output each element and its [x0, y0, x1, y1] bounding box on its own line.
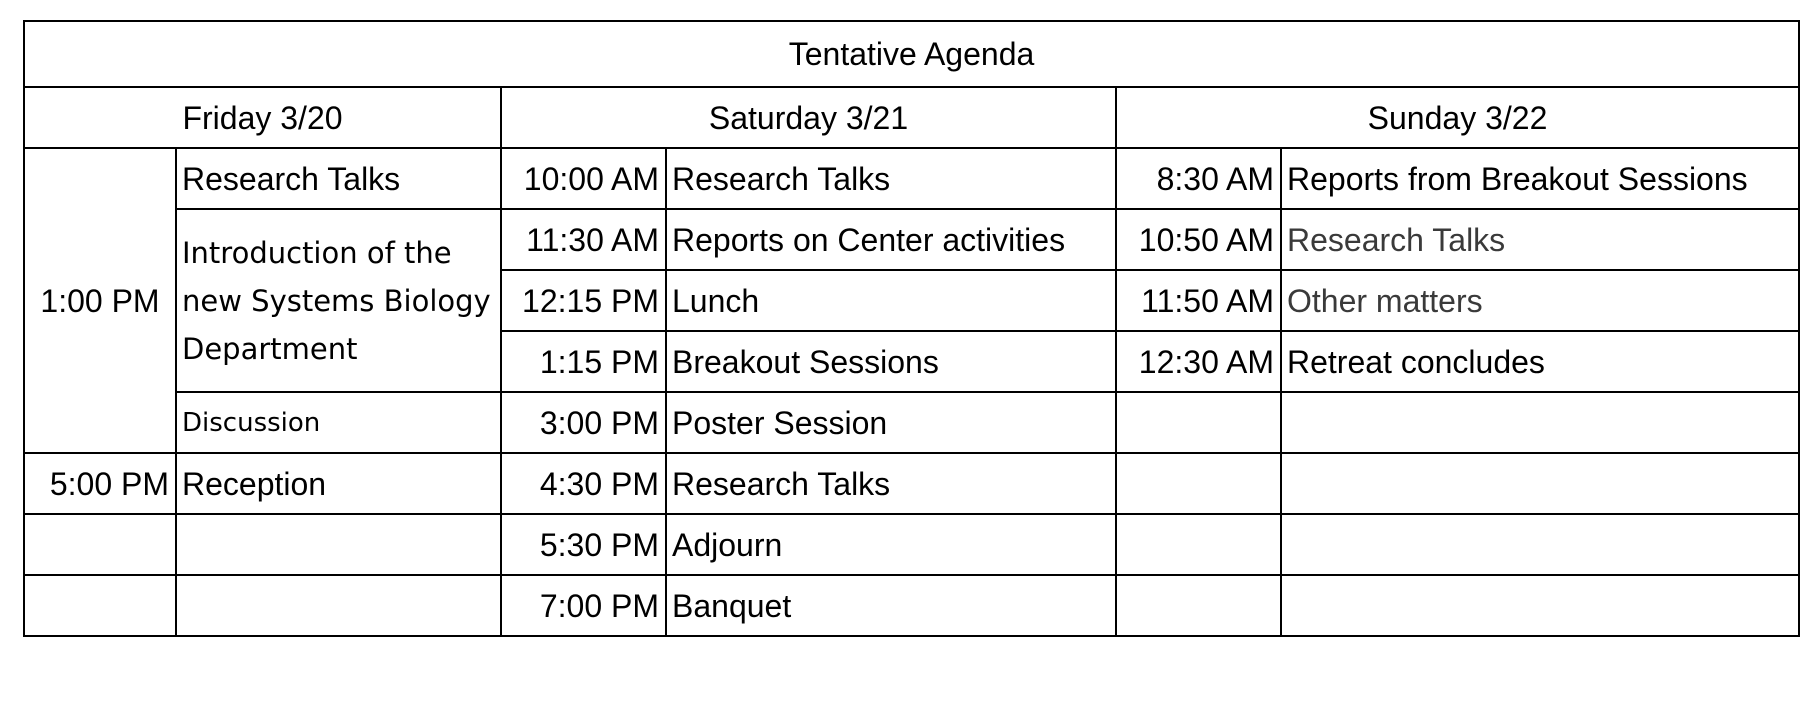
agenda-table [23, 20, 1800, 637]
sunday-time-cell: 11:50 AM [1116, 270, 1281, 331]
sunday-time-cell [1116, 575, 1281, 636]
sunday-time-cell: 8:30 AM [1116, 148, 1281, 209]
agenda-sheet [23, 20, 1800, 637]
saturday-event-cell: Research Talks [666, 148, 1116, 209]
friday-time-cell [24, 514, 176, 575]
sunday-event-cell: Retreat concludes [1281, 331, 1799, 392]
table-row [24, 148, 1799, 209]
day-header-saturday: Saturday 3/21 [501, 87, 1116, 148]
friday-event-cell: Reception [176, 453, 501, 514]
saturday-event-cell: Poster Session [666, 392, 1116, 453]
saturday-event-cell: Lunch [666, 270, 1116, 331]
saturday-event-cell: Breakout Sessions [666, 331, 1116, 392]
saturday-event-cell: Research Talks [666, 453, 1116, 514]
saturday-time-cell: 4:30 PM [501, 453, 666, 514]
saturday-time-cell: 7:00 PM [501, 575, 666, 636]
table-row [24, 453, 1799, 514]
day-header-friday: Friday 3/20 [24, 87, 501, 148]
sunday-event-cell: Research Talks [1281, 209, 1799, 270]
saturday-time-cell: 3:00 PM [501, 392, 666, 453]
sunday-event-cell [1281, 575, 1799, 636]
friday-time-cell [24, 575, 176, 636]
sunday-time-cell [1116, 514, 1281, 575]
friday-time-cell: 1:00 PM [24, 148, 176, 453]
friday-time-cell: 5:00 PM [24, 453, 176, 514]
saturday-time-cell: 5:30 PM [501, 514, 666, 575]
sunday-time-cell [1116, 453, 1281, 514]
agenda-title: Tentative Agenda [24, 21, 1799, 87]
sunday-time-cell: 12:30 AM [1116, 331, 1281, 392]
saturday-time-cell: 10:00 AM [501, 148, 666, 209]
day-header-sunday: Sunday 3/22 [1116, 87, 1799, 148]
sunday-event-cell: Other matters [1281, 270, 1799, 331]
sunday-event-cell: Reports from Breakout Sessions [1281, 148, 1799, 209]
friday-event-cell: Introduction of the new Systems Biology Department [176, 209, 501, 392]
table-row [24, 514, 1799, 575]
sunday-event-cell [1281, 514, 1799, 575]
saturday-event-cell: Reports on Center activities [666, 209, 1116, 270]
saturday-time-cell: 12:15 PM [501, 270, 666, 331]
title-row [24, 21, 1799, 87]
friday-event-cell: Discussion [176, 392, 501, 453]
saturday-event-cell: Banquet [666, 575, 1116, 636]
sunday-time-cell [1116, 392, 1281, 453]
saturday-time-cell: 11:30 AM [501, 209, 666, 270]
friday-event-cell [176, 514, 501, 575]
table-row [24, 575, 1799, 636]
friday-event-cell [176, 575, 501, 636]
saturday-time-cell: 1:15 PM [501, 331, 666, 392]
sunday-event-cell [1281, 453, 1799, 514]
table-row [24, 392, 1799, 453]
day-header-row [24, 87, 1799, 148]
sunday-event-cell [1281, 392, 1799, 453]
sunday-time-cell: 10:50 AM [1116, 209, 1281, 270]
friday-event-cell: Research Talks [176, 148, 501, 209]
table-row [24, 209, 1799, 270]
saturday-event-cell: Adjourn [666, 514, 1116, 575]
